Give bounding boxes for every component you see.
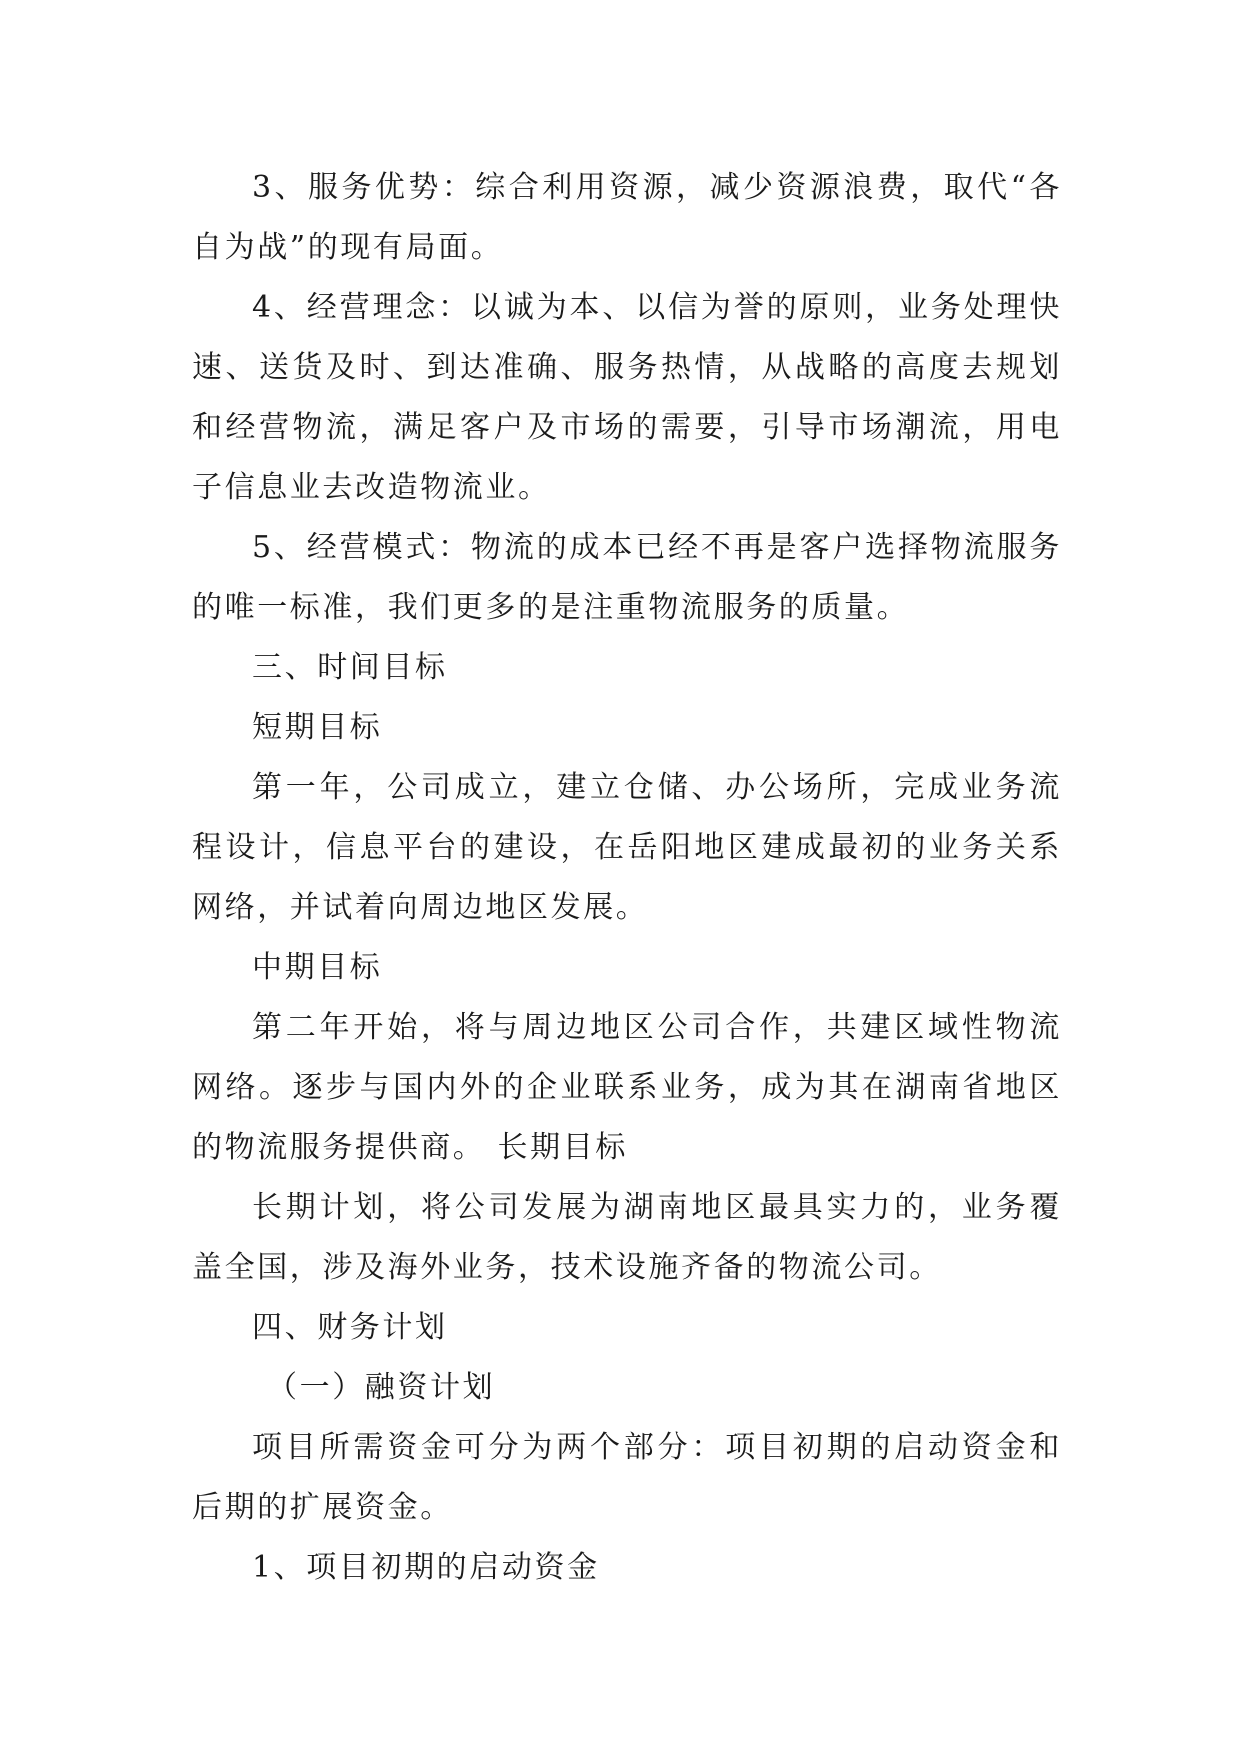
paragraph-short-term: 第一年，公司成立，建立仓储、办公场所，完成业务流程设计，信息平台的建设，在岳阳地区建成最初的业务关系网络，并试着向周边地区发展。 [192, 770, 1062, 925]
section-heading-financial-plan: 四、财务计划 [252, 1310, 448, 1345]
document-body [192, 158, 1062, 1598]
subheading-financing-plan: （一）融资计划 [267, 1370, 496, 1405]
paragraph-business-model: 5、经营模式：物流的成本已经不再是客户选择物流服务的唯一标准，我们更多的是注重物流服务的质量。 [192, 530, 1062, 625]
paragraph-service-advantage: 3、服务优势：综合利用资源，减少资源浪费，取代“各自为战”的现有局面。 [192, 170, 1062, 265]
paragraph-business-philosophy: 4、经营理念：以诚为本、以信为誉的原则，业务处理快速、送货及时、到达准确、服务热情，从战略的高度去规划和经营物流，满足客户及市场的需要，引导市场潮流，用电子信息业去改造物流业。 [192, 290, 1062, 505]
subheading-mid-term: 中期目标 [252, 950, 383, 985]
paragraph-long-term: 长期计划，将公司发展为湖南地区最具实力的，业务覆盖全国，涉及海外业务，技术设施齐备的物流公司。 [192, 1190, 1062, 1285]
subheading-short-term: 短期目标 [252, 710, 383, 745]
section-heading-time-goals: 三、时间目标 [252, 650, 448, 685]
paragraph-mid-term: 第二年开始，将与周边地区公司合作，共建区域性物流网络。逐步与国内外的企业联系业务，成为其在湖南省地区的物流服务提供商。 长期目标 [192, 1010, 1062, 1165]
paragraph-funding-parts: 项目所需资金可分为两个部分：项目初期的启动资金和后期的扩展资金。 [192, 1430, 1062, 1525]
subheading-startup-capital: 1、项目初期的启动资金 [252, 1550, 600, 1585]
